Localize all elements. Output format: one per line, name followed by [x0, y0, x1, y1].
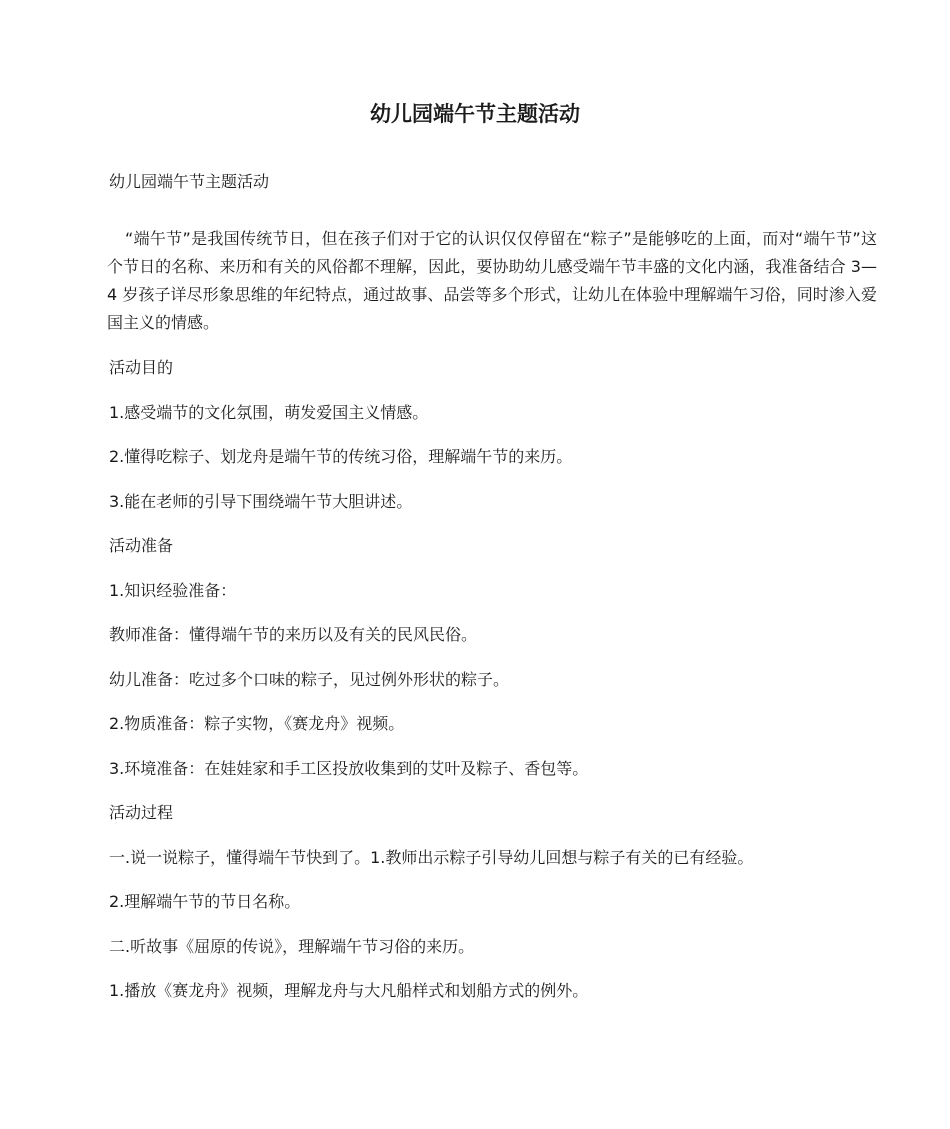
- paragraph-process-1: 一.说一说粽子，懂得端午节快到了。1.教师出示粽子引导幼儿回想与粽子有关的已有经验。: [109, 847, 754, 867]
- paragraph-process-2: 2.理解端午节的节日名称。: [109, 892, 301, 911]
- paragraph-goal-3: 3.能在老师的引导下围绕端午节大胆讲述。: [109, 491, 413, 511]
- paragraph-process-3: 二.听故事《屈原的传说》，理解端午节习俗的来历。: [109, 936, 475, 956]
- paragraph-prep-teacher: 教师准备：懂得端午节的来历以及有关的民风民俗。: [109, 625, 478, 644]
- section-heading-goals: 活动目的: [109, 358, 174, 377]
- paragraph-prep-children: 幼儿准备：吃过多个口味的粽子，见过例外形状的粽子。: [109, 669, 510, 689]
- paragraph-intro-text: “端午节”是我国传统节日，但在孩子们对于它的认识仅仅停留在“粽子”是能够吃的上面，而对“端午节”这个节日的名称、来历和有关的风俗都不理解，因此，要协助幼儿感受端午节丰盛的文化内涵，我准备结合 3—4 岁孩子详尽形象思维的年纪特点，通过故事、品尝等多个形式，让幼儿在体验中理解端午习俗，同时渗入爱国主义的情感。: [107, 229, 877, 332]
- document-body: [109, 168, 879, 1022]
- document-title: 幼儿园端午节主题活动: [370, 102, 580, 126]
- section-heading-process: 活动过程: [109, 803, 174, 822]
- section-heading-preparation: 活动准备: [109, 536, 174, 555]
- paragraph-prep-2: 2.物质准备：粽子实物，《赛龙舟》视频。: [109, 714, 405, 733]
- paragraph-prep-1: 1.知识经验准备：: [109, 580, 237, 600]
- paragraph-subtitle: 幼儿园端午节主题活动: [109, 172, 270, 191]
- paragraph-process-4: 1.播放《赛龙舟》视频，理解龙舟与大凡船样式和划船方式的例外。: [109, 981, 589, 1000]
- paragraph-goal-2: 2.懂得吃粽子、划龙舟是端午节的传统习俗，理解端午节的来历。: [109, 447, 573, 466]
- paragraph-prep-3: 3.环境准备：在娃娃家和手工区投放收集到的艾叶及粽子、香包等。: [109, 758, 589, 778]
- paragraph-intro: [107, 225, 877, 337]
- paragraph-goal-1: 1.感受端节的文化氛围，萌发爱国主义情感。: [109, 402, 429, 422]
